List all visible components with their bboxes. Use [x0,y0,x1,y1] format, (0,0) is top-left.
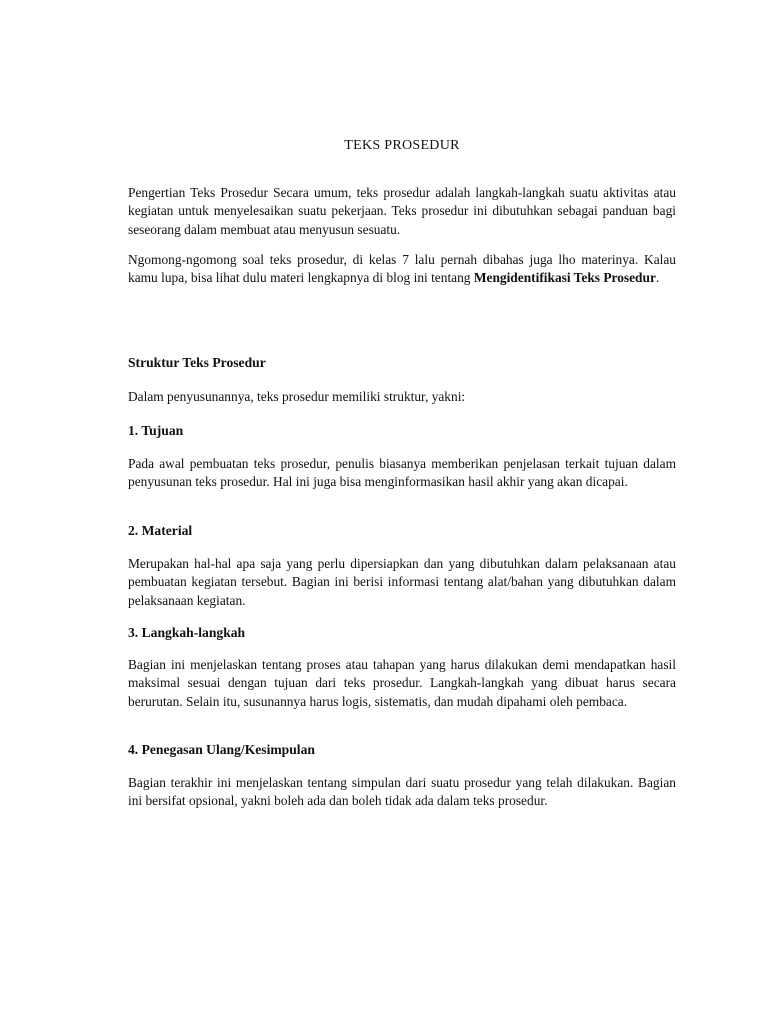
section-heading-tujuan: 1. Tujuan [128,423,184,438]
structure-intro: Dalam penyusunannya, teks prosedur memiliki struktur, yakni: [128,389,466,404]
section-heading-langkah: 3. Langkah-langkah [128,625,246,640]
section-body-kesimpulan: Bagian terakhir ini menjelaskan tentang simpulan dari suatu prosedur yang telah dilakukan. Bagian ini bersifat opsional, yakni boleh ada dan boleh tidak ada dalam teks prosedur. [128,775,676,809]
intro-paragraph-2 [128,251,676,288]
document-title: TEKS PROSEDUR [344,138,460,153]
section-body-material: Merupakan hal-hal apa saja yang perlu dipersiapkan dan yang dibutuhkan dalam pelaksanaan atau pembuatan kegiatan tersebut. Bagian ini berisi informasi tentang alat/bahan yang dibutuhkan dalam pelaksanaan kegiatan. [128,556,676,608]
intro-paragraph-2-bold-link: Mengidentifikasi Teks Prosedur [473,270,656,286]
intro-paragraph-1: Pengertian Teks Prosedur Secara umum, teks prosedur adalah langkah-langkah suatu aktivitas atau kegiatan untuk menyelesaikan suatu pekerjaan. Teks prosedur ini dibutuhkan sebagai panduan bagi seseorang dalam membuat atau menyusun sesuatu. [128,185,676,237]
section-body-langkah: Bagian ini menjelaskan tentang proses atau tahapan yang harus dilakukan demi mendapatkan hasil maksimal sesuai dengan tujuan dari teks prosedur. Langkah-langkah yang dibuat harus secara berurutan. Selain itu, susunannya harus logis, sistematis, dan mudah dipahami oleh pembaca. [128,657,676,709]
intro-paragraph-2-end: . [655,270,660,286]
intro-paragraph-2-text: Ngomong-ngomong soal teks prosedur, di kelas 7 lalu pernah dibahas juga lho materinya. Kalau kamu lupa, bisa lihat dulu materi lengkapnya di blog ini tentang [128,252,676,286]
structure-heading: Struktur Teks Prosedur [128,355,266,370]
section-heading-material: 2. Material [128,523,193,538]
section-heading-kesimpulan: 4. Penegasan Ulang/Kesimpulan [128,742,315,757]
section-body-tujuan: Pada awal pembuatan teks prosedur, penulis biasanya memberikan penjelasan terkait tujuan dalam penyusunan teks prosedur. Hal ini juga bisa menginformasikan hasil akhir yang akan dicapai. [128,456,676,490]
